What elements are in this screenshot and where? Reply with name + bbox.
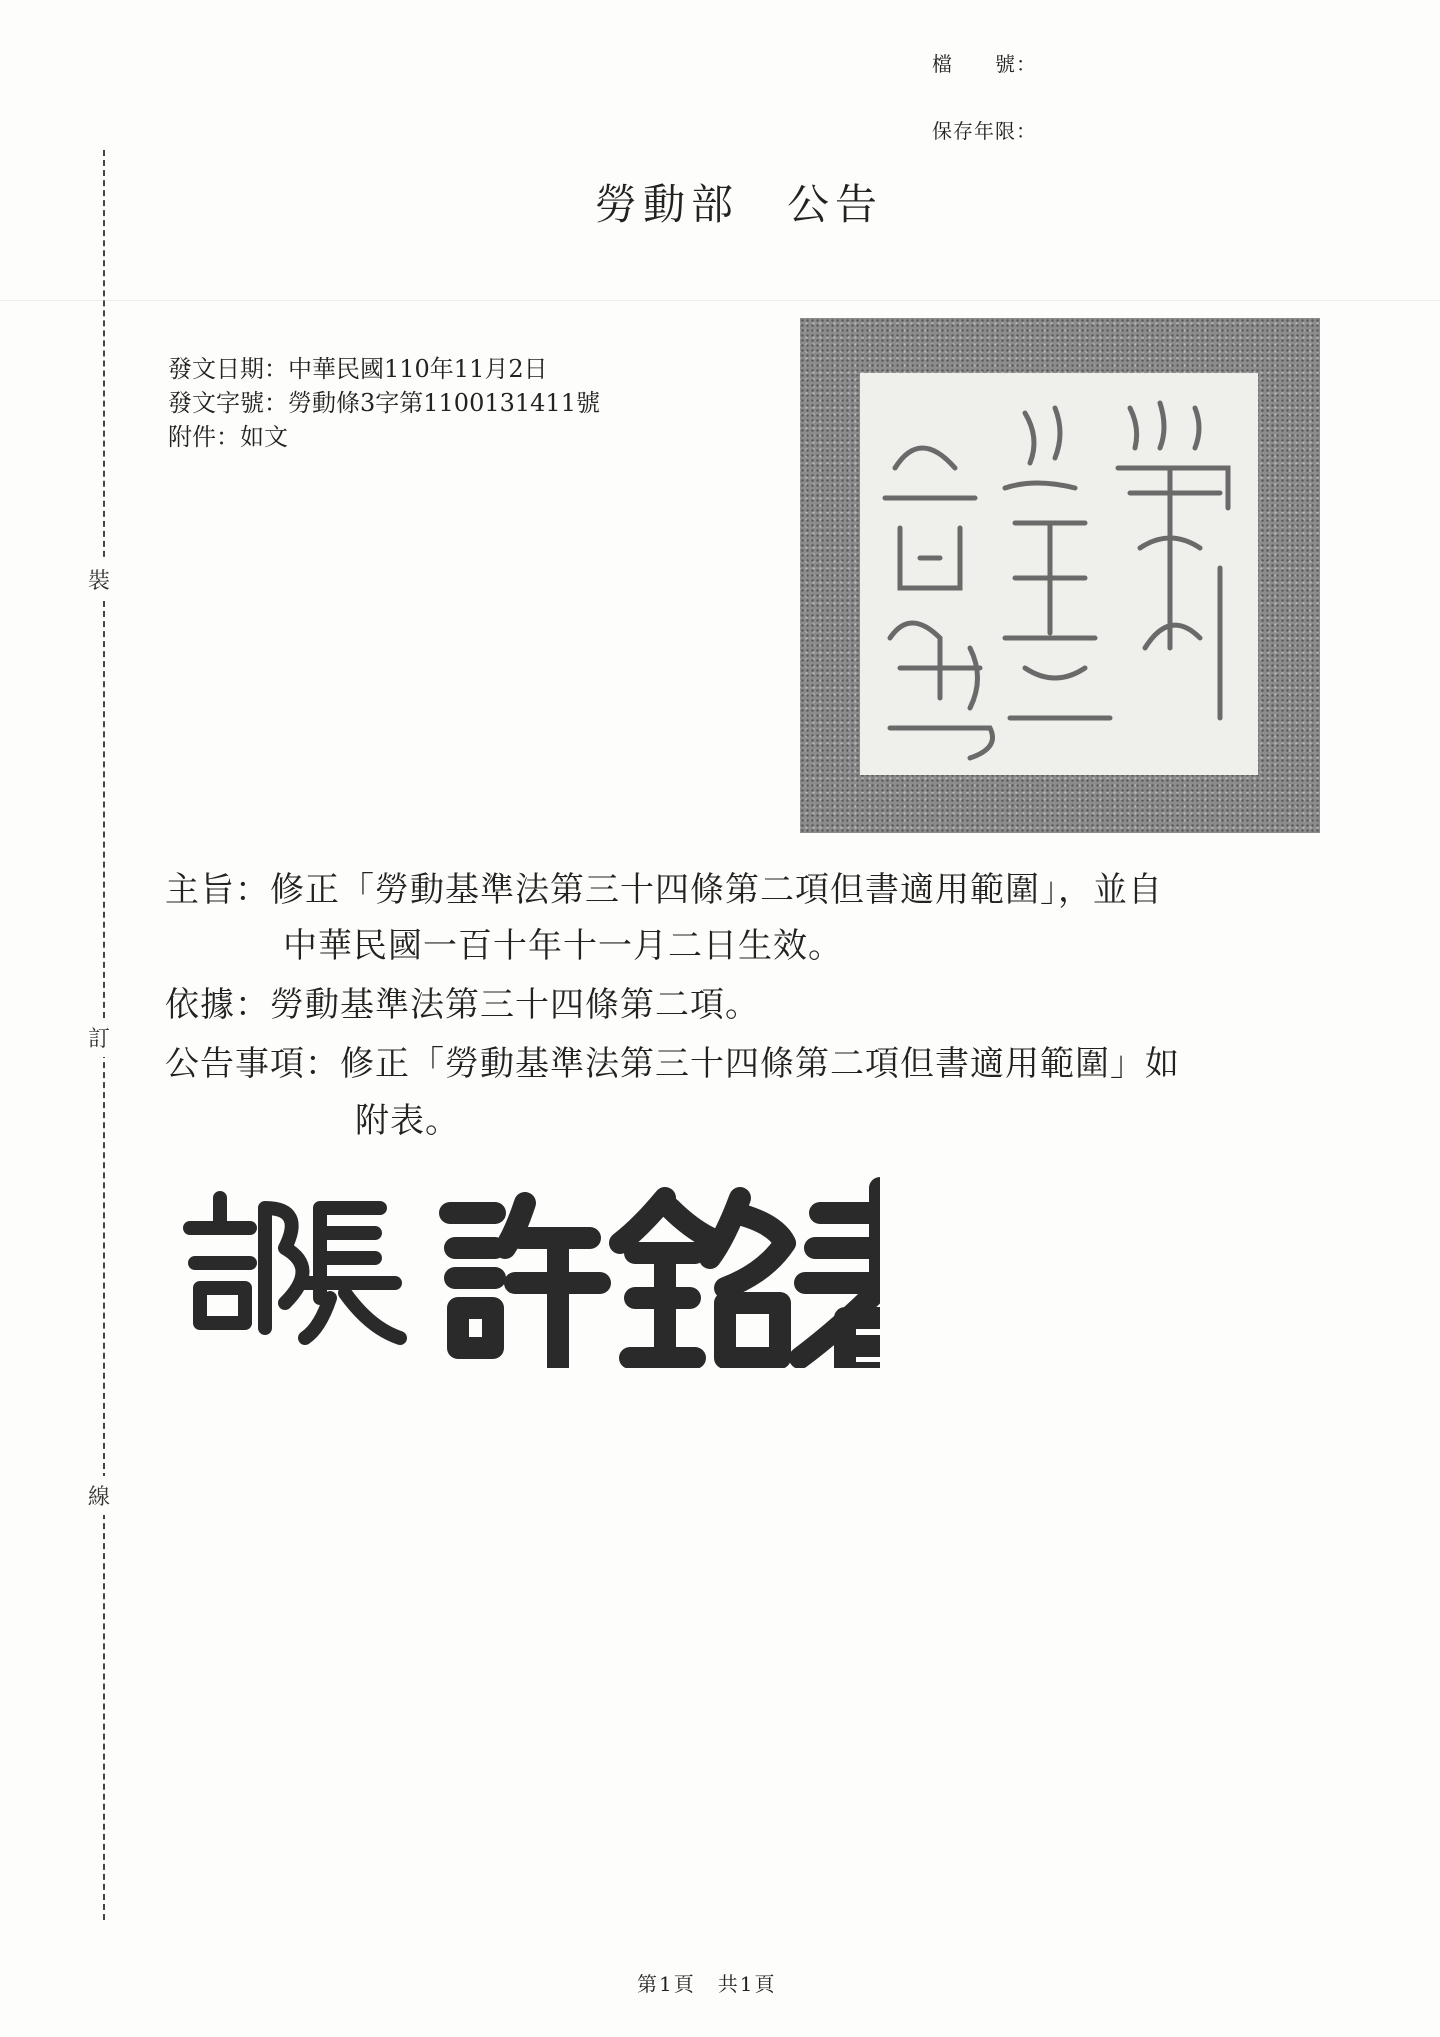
binding-mark-xian: 線: [88, 1476, 110, 1515]
attachment-note: 附件：如文: [168, 423, 288, 451]
minister-signature: [180, 1168, 880, 1372]
notice-line-1: 公告事項：修正「勞動基準法第三十四條第二項但書適用範圍」如: [165, 1044, 1180, 1084]
issue-info: [168, 352, 600, 454]
signature-calligraphy: [180, 1168, 880, 1368]
issue-date: 發文日期：中華民國110年11月2日: [168, 355, 548, 383]
subject-line-1: 主旨：修正「勞動基準法第三十四條第二項但書適用範圍」，並自: [165, 870, 1163, 910]
basis-line: 依據：勞動基準法第三十四條第二項。: [165, 985, 760, 1025]
notice-line-2: 附表。: [355, 1101, 460, 1141]
official-seal: [800, 318, 1320, 833]
scan-divider: [0, 300, 1440, 301]
issue-number: 發文字號：勞動條3字第1100131411號: [168, 389, 600, 417]
page-number: 第1頁 共1頁: [637, 1972, 777, 1996]
retention-period-label: 保存年限：: [932, 119, 1037, 143]
binding-mark-zhuang: 裝: [88, 560, 110, 599]
file-number-label: 檔 號：: [932, 52, 1037, 76]
subject-line-2: 中華民國一百十年十一月二日生效。: [283, 926, 843, 966]
document-title: 勞動部 公告: [595, 180, 884, 229]
binding-mark-ding: 訂: [88, 1018, 110, 1057]
seal-glyphs: [800, 318, 1320, 833]
